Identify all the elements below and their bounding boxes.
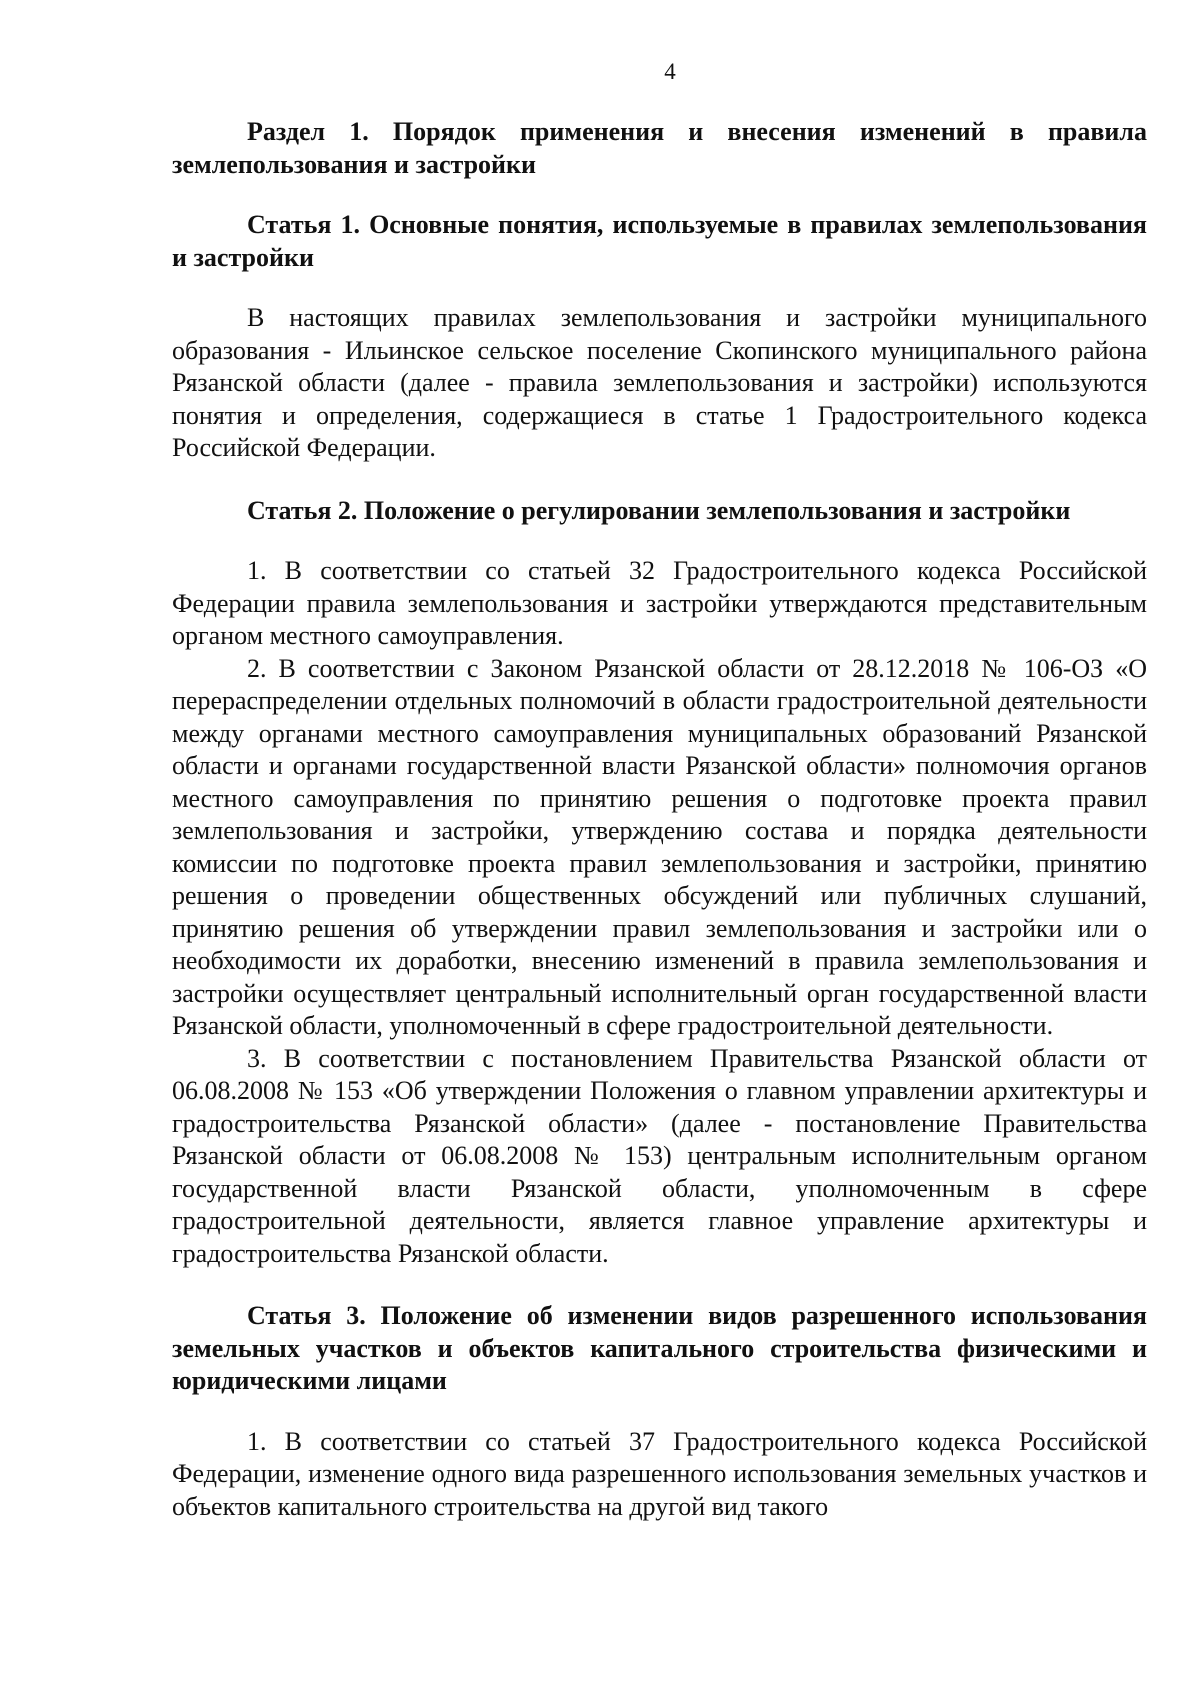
- article-2-paragraph-3: 3. В соответствии с постановлением Правительства Рязанской области от 06.08.2008 № 153 «Об утверждении Положения о главном управлении архитектуры и градостроительства Рязанской области» (далее - постановление Правительства Рязанской области от 06.08.2008 № 153) центральным исполнительным органом государственной власти Рязанской области, уполномоченным в сфере градостроительной деятельности, является главное управление архитектуры и градостроительства Рязанской области.: [172, 1043, 1147, 1268]
- article-2-paragraph-2: 2. В соответствии с Законом Рязанской области от 28.12.2018 № 106-ОЗ «О перераспределении отдельных полномочий в области градостроительной деятельности между органами местного самоуправления муниципальных образований Рязанской области и органами государственной власти Рязанской области» полномочия органов местного самоуправления по принятию решения о подготовке проекта правил землепользования и застройки, утверждению состава и порядка деятельности комиссии по подготовке проекта правил землепользования и застройки, принятию решения о проведении общественных обсуждений или публичных слушаний, принятию решения об утверждении правил землепользования и застройки или о необходимости их доработки, внесению изменений в правила землепользования и застройки осуществляет центральный исполнительный орган государственной власти Рязанской области, уполномоченный в сфере градостроительной деятельности.: [172, 653, 1147, 1040]
- article-3-paragraph-1: 1. В соответствии со статьей 37 Градостроительного кодекса Российской Федерации, изменение одного вида разрешенного использования земельных участков и объектов капитального строительства на другой вид такого: [172, 1426, 1147, 1521]
- article-2-heading: Статья 2. Положение о регулировании землепользования и застройки: [247, 495, 1071, 525]
- article-3-heading: Статья 3. Положение об изменении видов разрешенного использования земельных участков и объектов капитального строительства физическими и юридическими лицами: [172, 1301, 1147, 1395]
- article-1-paragraph-1: В настоящих правилах землепользования и застройки муниципального образования - Ильинское сельское поселение Скопинского муниципального района Рязанской области (далее - правила землепользования и застройки) используются понятия и определения, содержащиеся в статье 1 Градостроительного кодекса Российской Федерации.: [172, 303, 1147, 462]
- page-number: 4: [664, 59, 676, 84]
- page-content: [172, 116, 1147, 1523]
- article-1-heading: Статья 1. Основные понятия, используемые в правилах землепользования и застройки: [172, 210, 1147, 272]
- article-2-paragraph-1: 1. В соответствии со статьей 32 Градостроительного кодекса Российской Федерации правила землепользования и застройки утверждаются представительным органом местного самоуправления.: [172, 556, 1147, 650]
- section-heading: Раздел 1. Порядок применения и внесения изменений в правила землепользования и застройки: [172, 117, 1147, 179]
